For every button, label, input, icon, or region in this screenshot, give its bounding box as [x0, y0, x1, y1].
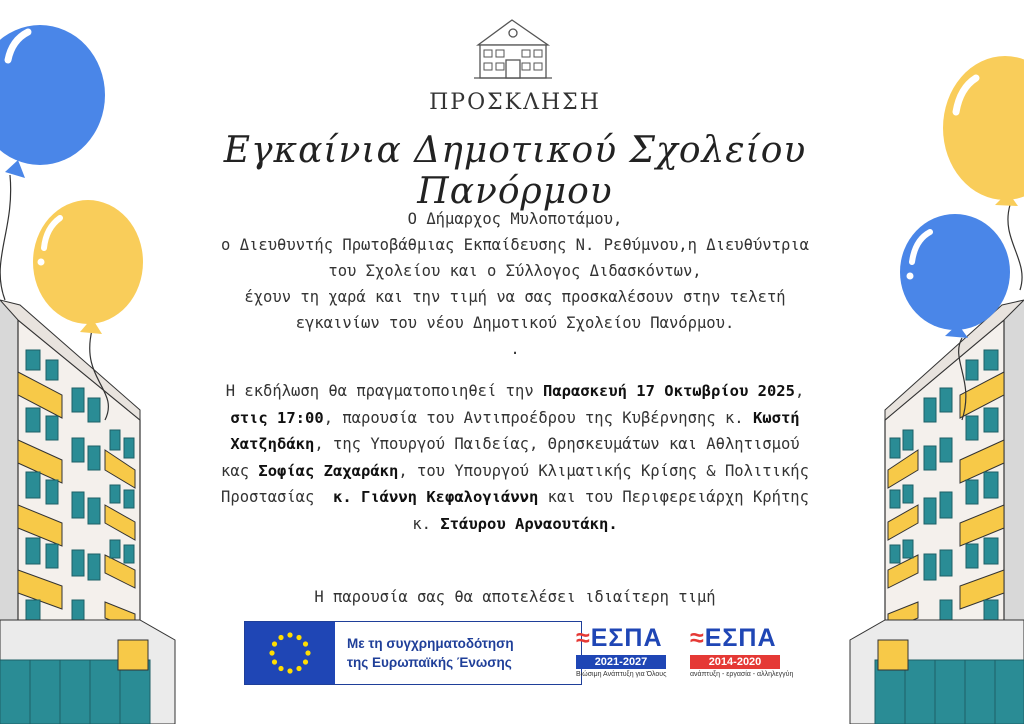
intro-line: του Σχολείου και ο Σύλλογος Διδασκόντων,	[328, 262, 702, 280]
eu-cofunding-logo	[244, 621, 582, 685]
details-line: Η εκδήλωση θα πραγματοποιηθεί την Παρασκευή 17 Οκτωβρίου 2025,	[225, 382, 805, 400]
espa-tagline: ανάπτυξη - εργασία - αλληλεγγύη	[690, 671, 794, 678]
espa-years: 2021-2027	[576, 655, 666, 669]
event-time: στις 17:00	[230, 408, 324, 427]
invitation-title: Εγκαίνια Δημοτικού Σχολείου Πανόρμου	[223, 130, 807, 212]
details-line: κ. Στάυρου Αρναουτάκη.	[412, 514, 618, 533]
eu-text-line: Με τη συγχρηματοδότηση	[347, 636, 514, 651]
invitation-subtitle: ΠΡΟΣΚΛΗΣΗ	[429, 90, 601, 115]
details-line: κας Σοφίας Ζαχαράκη, του Υπουργού Κλιματικής Κρίσης & Πολιτικής	[221, 461, 809, 480]
intro-line: .	[510, 340, 520, 358]
espa-2014-2020-logo: ≈ΕΣΠΑ 2014-2020 ανάπτυξη - εργασία - αλληλεγγύη	[690, 624, 794, 678]
eu-flag-icon	[245, 622, 335, 684]
closing-line: Η παρουσία σας θα αποτελέσει ιδιαίτερη τιμή	[314, 588, 716, 606]
details-line: Χατζηδάκη, της Υπουργού Παιδείας, Θρησκευμάτων και Αθλητισμού	[230, 435, 800, 453]
invitation-intro	[150, 206, 880, 362]
espa-word: ΕΣΠΑ	[590, 624, 663, 652]
event-date: Παρασκευή 17 Οκτωβρίου 2025	[542, 382, 795, 400]
details-line: στις 17:00, παρουσία του Αντιπροέδρου της Κυβέρνησης κ. Κωστή	[230, 408, 800, 427]
details-line: Προστασίας κ. Γιάννη Κεφαλογιάννη και του Περιφερειάρχη Κρήτης	[221, 488, 809, 506]
espa-tagline: Βιώσιμη Ανάπτυξη για Όλους	[576, 671, 667, 678]
espa-word: ΕΣΠΑ	[704, 624, 777, 652]
espa-2021-2027-logo: ≈ΕΣΠΑ 2021-2027 Βιώσιμη Ανάπτυξη για Όλους	[576, 624, 667, 678]
event-details	[150, 378, 880, 537]
intro-line: έχουν τη χαρά και την τιμή να σας προσκαλέσουν στην τελετή	[244, 288, 786, 306]
espa-years: 2014-2020	[690, 655, 780, 669]
school-building-icon	[474, 20, 552, 78]
intro-line: ο Διευθυντής Πρωτοβάθμιας Εκπαίδευσης Ν. Ρεθύμνου,η Διευθύντρια	[221, 236, 809, 254]
left-building-illustration	[0, 300, 175, 724]
intro-line: Ο Δήμαρχος Μυλοποτάμου,	[407, 210, 623, 228]
eu-text-line: της Ευρωπαϊκής Ένωσης	[347, 655, 512, 670]
intro-line: εγκαινίων του νέου Δημοτικού Σχολείου Πανόρμου.	[295, 314, 735, 332]
